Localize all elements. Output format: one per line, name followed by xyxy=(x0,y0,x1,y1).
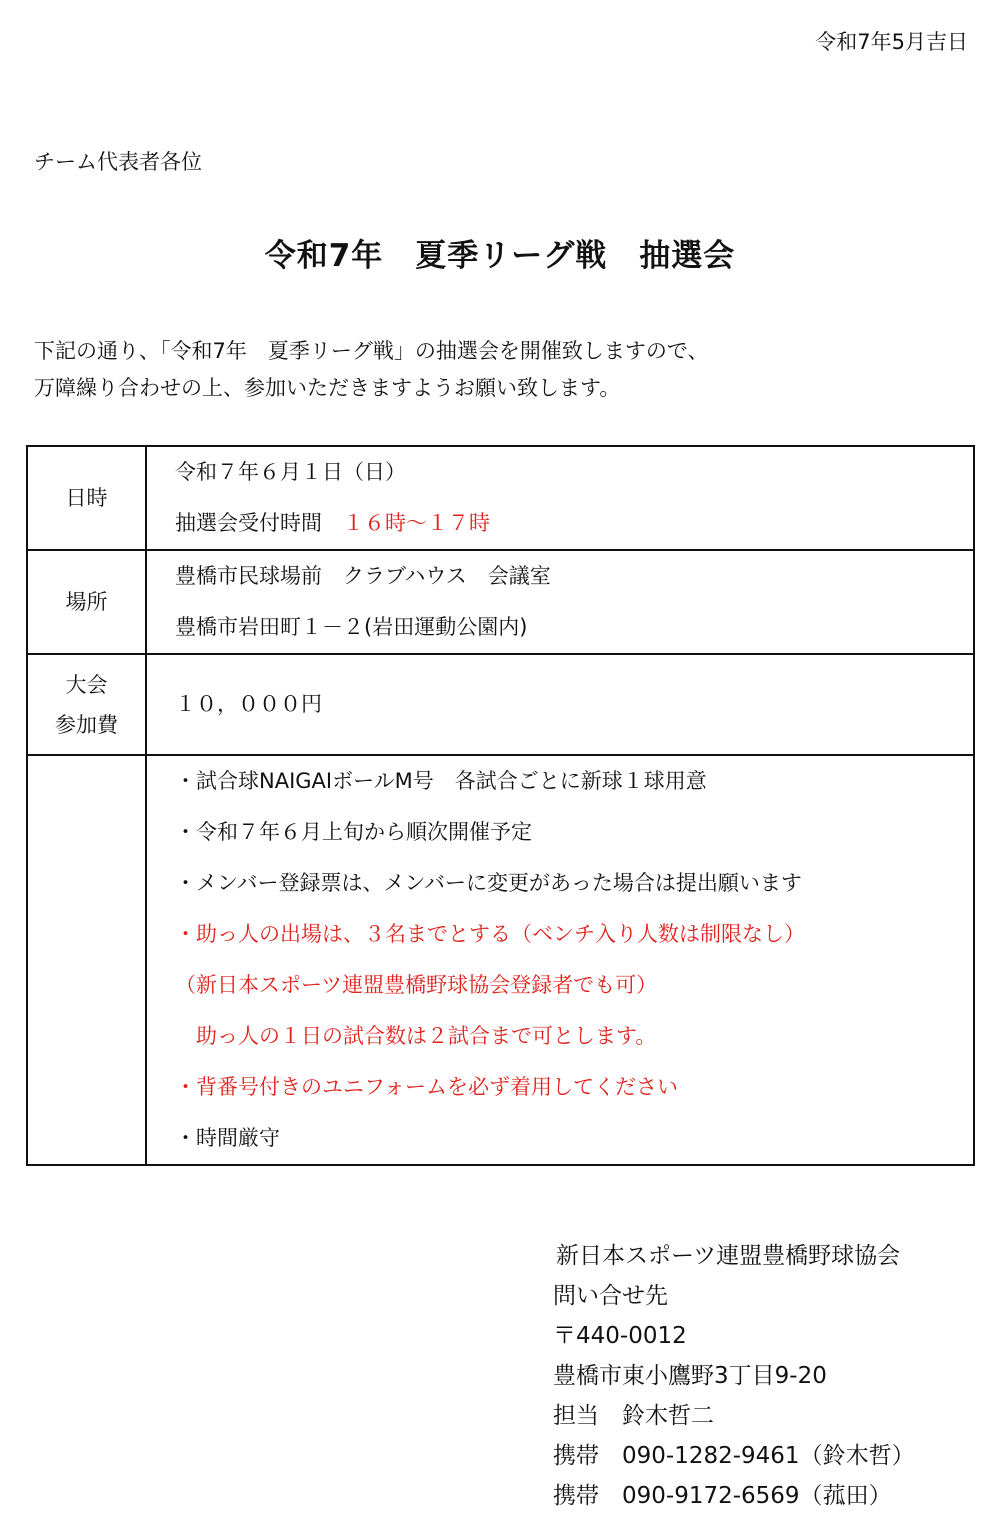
note-item-red: ・背番号付きのユニフォームを必ず着用してください xyxy=(175,1075,678,1099)
datetime-label: 日時 xyxy=(27,446,146,550)
note-item-red: ・助っ人の出場は、３名までとする（ベンチ入り人数は制限なし） xyxy=(175,922,805,946)
event-info-table xyxy=(26,445,975,1166)
table-row-notes xyxy=(27,755,974,1165)
note-item-red: 助っ人の１日の試合数は２試合まで可とします。 xyxy=(175,1024,657,1048)
fee-label-line-1: 大会 xyxy=(65,672,108,697)
note-item: ・メンバー登録票は、メンバーに変更があった場合は提出願います xyxy=(175,871,802,895)
place-line-1: 豊橋市民球場前 クラブハウス 会議室 xyxy=(175,564,551,588)
issue-date: 令和7年5月吉日 xyxy=(815,30,968,54)
fee-label xyxy=(27,654,146,755)
contact-phone-2: 携帯 090-9172-6569（菰田） xyxy=(553,1483,892,1509)
contact-phone-1: 携帯 090-1282-9461（鈴木哲） xyxy=(553,1443,915,1469)
addressee: チーム代表者各位 xyxy=(34,150,202,174)
table-row-datetime xyxy=(27,446,974,550)
contact-address: 豊橋市東小鷹野3丁目9-20 xyxy=(553,1363,827,1389)
table-row-place xyxy=(27,550,974,654)
fee-value: １０，０００円 xyxy=(175,692,322,716)
datetime-content xyxy=(146,446,974,550)
document-title: 令和7年 夏季リーグ戦 抽選会 xyxy=(264,238,736,274)
reception-time: １６時～１７時 xyxy=(343,511,490,535)
note-item-red: （新日本スポーツ連盟豊橋野球協会登録者でも可） xyxy=(175,973,658,997)
contact-block xyxy=(553,1236,915,1516)
fee-content xyxy=(146,654,974,755)
intro-line-2: 万障繰り合わせの上、参加いただきますようお願い致します。 xyxy=(34,376,621,400)
intro-line-1: 下記の通り、「令和7年 夏季リーグ戦」の抽選会を開催致しますので、 xyxy=(34,339,709,363)
note-item: ・時間厳守 xyxy=(175,1126,280,1150)
notes-label xyxy=(27,755,146,1165)
inquiry-label: 問い合せ先 xyxy=(553,1283,668,1309)
organization-name: 新日本スポーツ連盟豊橋野球協会 xyxy=(556,1243,901,1269)
postal-code: 〒440-0012 xyxy=(553,1323,687,1349)
event-date: 令和７年６月１日（日） xyxy=(175,460,406,484)
note-item: ・試合球NAIGAIボールM号 各試合ごとに新球１球用意 xyxy=(175,769,707,793)
place-label: 場所 xyxy=(27,550,146,654)
intro-paragraph xyxy=(34,333,708,407)
table-row-fee xyxy=(27,654,974,755)
place-content xyxy=(146,550,974,654)
notes-content xyxy=(146,755,974,1165)
reception-label: 抽選会受付時間 xyxy=(175,511,343,535)
note-item: ・令和７年６月上旬から順次開催予定 xyxy=(175,820,532,844)
reception-time-line xyxy=(175,498,973,549)
contact-person: 担当 鈴木哲二 xyxy=(553,1403,714,1429)
fee-label-line-2: 参加費 xyxy=(55,712,118,737)
place-line-2: 豊橋市岩田町１－２(岩田運動公園内) xyxy=(175,615,528,639)
